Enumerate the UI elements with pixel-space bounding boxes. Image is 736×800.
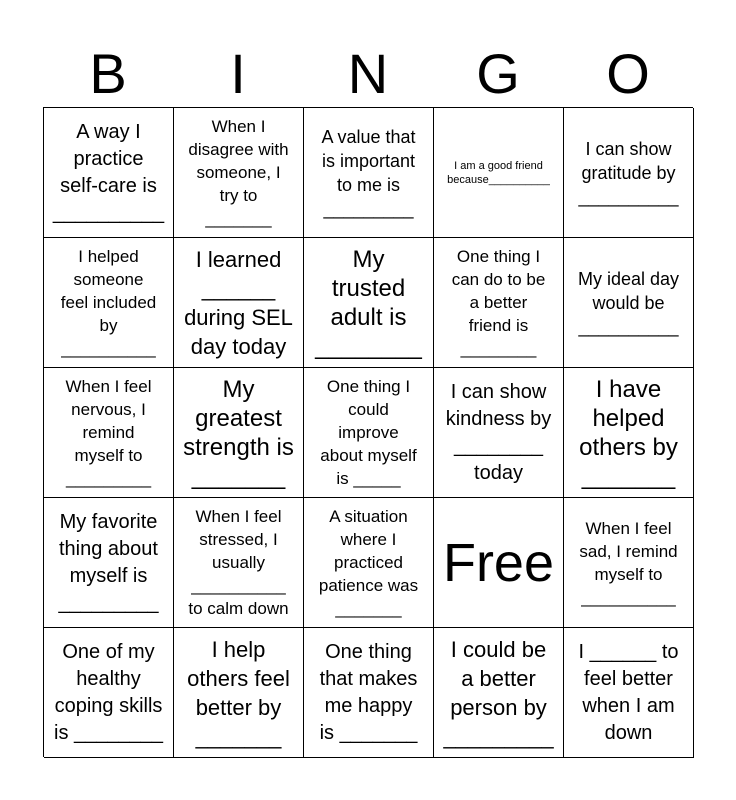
cell-text: When I disagree with someone, I try to _______ (188, 117, 289, 228)
cell-text: When I feel sad, I remind myself to __________ (579, 518, 678, 607)
cell-text: One thing I can do to be a better friend is ________ (451, 247, 546, 358)
bingo-cell[interactable] (44, 238, 174, 368)
header-letter-n: N (347, 42, 389, 105)
bingo-cell[interactable] (304, 108, 434, 238)
bingo-cell[interactable] (174, 498, 304, 628)
bingo-cell[interactable] (44, 368, 174, 498)
cell-text: I could be a better person by _________ (443, 636, 554, 749)
cell-text: I helped someone feel included by __________ (60, 247, 157, 358)
bingo-cell[interactable] (434, 238, 564, 368)
bingo-cell[interactable] (434, 628, 564, 758)
free-space-label: Free (442, 532, 555, 593)
cell-text: A way I practice self-care is __________ (52, 120, 165, 224)
bingo-cell[interactable] (174, 238, 304, 368)
bingo-cell[interactable] (304, 498, 434, 628)
cell-text: One of my healthy coping skills is ________ (54, 640, 163, 744)
cell-text: When I feel nervous, I remind myself to _________ (65, 377, 152, 488)
bingo-cell[interactable] (304, 238, 434, 368)
cell-text: My greatest strength is _______ (183, 375, 294, 490)
header-letter-o: O (606, 42, 650, 105)
bingo-cell[interactable] (564, 238, 694, 368)
bingo-cell[interactable] (304, 368, 434, 498)
bingo-cell[interactable] (44, 628, 174, 758)
cell-text: One thing that makes me happy is _______ (319, 640, 418, 744)
bingo-cell[interactable] (174, 368, 304, 498)
cell-text: My favorite thing about myself is _________ (58, 510, 159, 614)
bingo-cell[interactable] (174, 628, 304, 758)
bingo-cell[interactable] (564, 368, 694, 498)
bingo-cell[interactable] (564, 498, 694, 628)
cell-text: When I feel stressed, I usually __________ to calm down (188, 507, 289, 618)
bingo-header (43, 40, 693, 108)
cell-text: A situation where I practiced patience was _______ (318, 507, 419, 618)
cell-text: I can show gratitude by __________ (578, 138, 679, 207)
bingo-cell[interactable] (44, 498, 174, 628)
bingo-cell[interactable] (44, 108, 174, 238)
bingo-card-grid (43, 107, 693, 757)
header-letter-g: G (476, 42, 520, 105)
bingo-cell[interactable] (434, 108, 564, 238)
bingo-cell[interactable] (174, 108, 304, 238)
cell-text: I can show kindness by ________ today (445, 380, 552, 484)
header-letter-b: B (89, 42, 127, 105)
cell-text: I have helped others by _______ (579, 375, 678, 490)
cell-text: My trusted adult is ________ (315, 245, 422, 360)
cell-text: I am a good friend because__________ (447, 159, 550, 186)
cell-text: I ______ to feel better when I am down (578, 640, 679, 744)
cell-text: I learned ______ during SEL day today (184, 246, 293, 359)
cell-text: A value that is important to me is _________ (321, 126, 416, 219)
cell-text: I help others feel better by _______ (187, 636, 290, 749)
cell-text: One thing I could improve about myself is _____ (320, 377, 417, 488)
cell-text: My ideal day would be __________ (577, 268, 680, 337)
header-letter-i: I (230, 42, 246, 105)
bingo-cell[interactable] (564, 628, 694, 758)
bingo-cell[interactable] (304, 628, 434, 758)
free-space-cell[interactable] (434, 498, 564, 628)
bingo-cell[interactable] (434, 368, 564, 498)
bingo-cell[interactable] (564, 108, 694, 238)
